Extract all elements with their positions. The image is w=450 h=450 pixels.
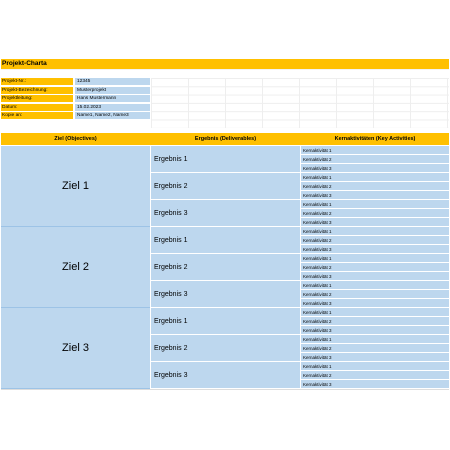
info-label: Datum: bbox=[1, 104, 73, 112]
info-label: Projekt-Nr.: bbox=[1, 78, 73, 86]
project-charter-sheet bbox=[1, 59, 449, 129]
deliverable-cell[interactable]: Ergebnis 3 bbox=[151, 362, 300, 389]
info-label: Projekt-Bezeichnung: bbox=[1, 87, 73, 95]
deliverable-cell[interactable]: Ergebnis 1 bbox=[151, 227, 300, 254]
info-value-cell[interactable]: Name1, Name2, Name3 bbox=[74, 112, 150, 120]
table-bottom-border bbox=[1, 389, 449, 390]
deliverable-cell[interactable]: Ergebnis 2 bbox=[151, 173, 300, 200]
activity-cell[interactable]: Kernaktivität 1 bbox=[301, 173, 449, 182]
activity-cell[interactable]: Kernaktivität 2 bbox=[301, 236, 449, 245]
info-row bbox=[1, 104, 150, 112]
activity-cell[interactable]: Kernaktivität 1 bbox=[301, 200, 449, 209]
activity-cell[interactable]: Kernaktivität 1 bbox=[301, 335, 449, 344]
activity-cell[interactable]: Kernaktivität 3 bbox=[301, 272, 449, 281]
activity-cell[interactable]: Kernaktivität 3 bbox=[301, 299, 449, 308]
activity-cell[interactable]: Kernaktivität 2 bbox=[301, 263, 449, 272]
goal-block bbox=[1, 227, 449, 308]
activity-cell[interactable]: Kernaktivität 1 bbox=[301, 308, 449, 317]
info-row bbox=[1, 95, 150, 103]
goal-cell[interactable]: Ziel 1 bbox=[1, 146, 150, 227]
activity-cell[interactable]: Kernaktivität 3 bbox=[301, 380, 449, 389]
activity-cell[interactable]: Kernaktivität 1 bbox=[301, 227, 449, 236]
goal-block bbox=[1, 308, 449, 389]
header-deliverables[interactable]: Ergebnis (Deliverables) bbox=[194, 136, 257, 142]
goal-cell[interactable]: Ziel 2 bbox=[1, 227, 150, 308]
deliverable-cell[interactable]: Ergebnis 1 bbox=[151, 308, 300, 335]
deliverable-cell[interactable]: Ergebnis 2 bbox=[151, 335, 300, 362]
project-info-block bbox=[1, 78, 449, 129]
activity-cell[interactable]: Kernaktivität 2 bbox=[301, 155, 449, 164]
deliverable-cell[interactable]: Ergebnis 2 bbox=[151, 254, 300, 281]
activity-cell[interactable]: Kernaktivität 1 bbox=[301, 362, 449, 371]
empty-cell-grid bbox=[151, 78, 449, 128]
info-value-cell[interactable]: 12345 bbox=[74, 78, 150, 86]
info-row bbox=[1, 112, 150, 120]
activity-cell[interactable]: Kernaktivität 2 bbox=[301, 290, 449, 299]
info-value-cell[interactable]: 15.02.2023 bbox=[74, 104, 150, 112]
info-value-cell[interactable]: Hans Mustermann bbox=[74, 95, 150, 103]
activity-cell[interactable]: Kernaktivität 3 bbox=[301, 245, 449, 254]
activity-cell[interactable]: Kernaktivität 1 bbox=[301, 146, 449, 155]
info-label: Projektleitung: bbox=[1, 95, 73, 103]
goal-block bbox=[1, 146, 449, 227]
deliverable-cell[interactable]: Ergebnis 3 bbox=[151, 200, 300, 227]
activity-cell[interactable]: Kernaktivität 2 bbox=[301, 209, 449, 218]
activity-cell[interactable]: Kernaktivität 1 bbox=[301, 254, 449, 263]
activity-cell[interactable]: Kernaktivität 2 bbox=[301, 344, 449, 353]
activity-cell[interactable]: Kernaktivität 2 bbox=[301, 317, 449, 326]
activity-cell[interactable]: Kernaktivität 3 bbox=[301, 191, 449, 200]
activity-cell[interactable]: Kernaktivität 3 bbox=[301, 353, 449, 362]
info-label: Kopie an: bbox=[1, 112, 73, 120]
goal-cell[interactable]: Ziel 3 bbox=[1, 308, 150, 389]
header-objectives[interactable]: Ziel (Objectives) bbox=[54, 136, 97, 142]
activity-cell[interactable]: Kernaktivität 2 bbox=[301, 371, 449, 380]
deliverable-cell[interactable]: Ergebnis 3 bbox=[151, 281, 300, 308]
table-header-row bbox=[1, 133, 449, 145]
header-activities[interactable]: Kernaktivitäten (Key Activities) bbox=[334, 136, 416, 142]
deliverable-cell[interactable]: Ergebnis 1 bbox=[151, 146, 300, 173]
activity-cell[interactable]: Kernaktivität 3 bbox=[301, 218, 449, 227]
activity-cell[interactable]: Kernaktivität 3 bbox=[301, 164, 449, 173]
activity-cell[interactable]: Kernaktivität 2 bbox=[301, 182, 449, 191]
info-row bbox=[1, 87, 150, 95]
activity-cell[interactable]: Kernaktivität 1 bbox=[301, 281, 449, 290]
sheet-title: Projekt-Charta bbox=[1, 59, 449, 70]
info-value-cell[interactable]: Musterprojekt bbox=[74, 87, 150, 95]
info-row bbox=[1, 78, 150, 86]
activity-cell[interactable]: Kernaktivität 3 bbox=[301, 326, 449, 335]
